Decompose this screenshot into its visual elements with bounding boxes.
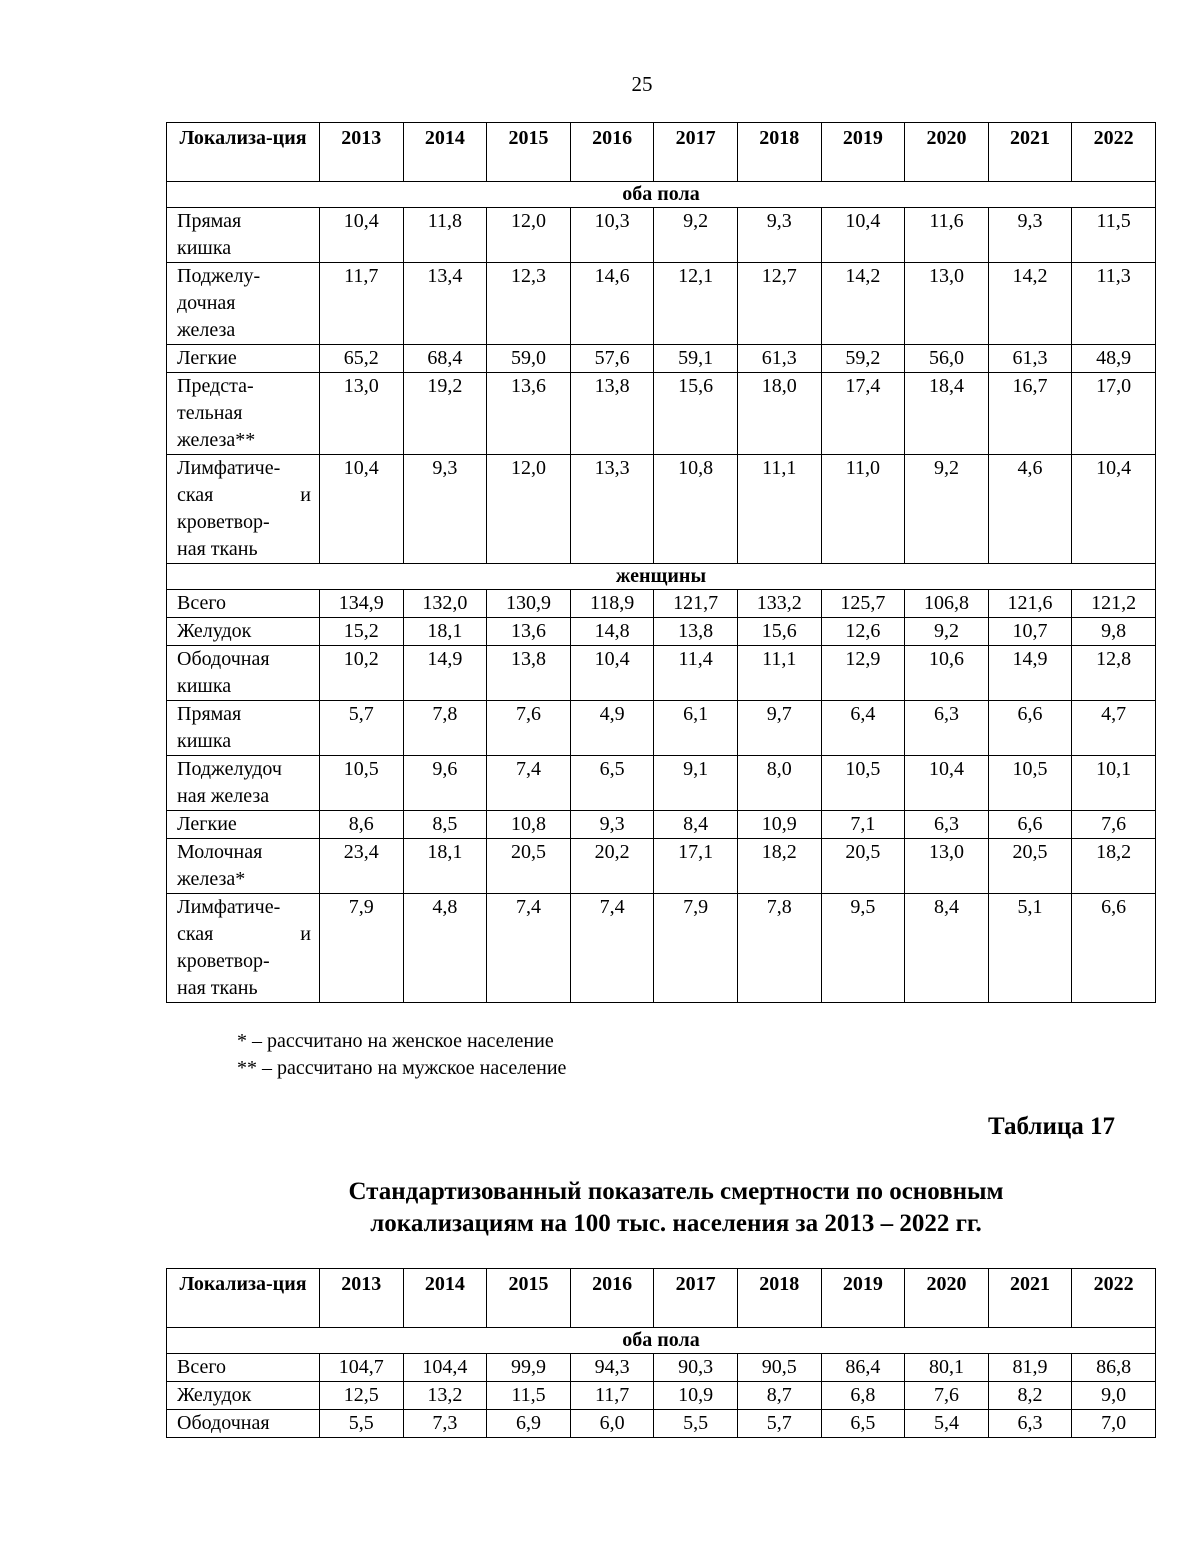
table-17-title [166, 1176, 1186, 1240]
cell-value: 17,4 [821, 373, 905, 455]
cell-value: 9,2 [654, 208, 738, 263]
cell-value: 106,8 [905, 590, 989, 618]
cell-value: 12,8 [1072, 646, 1156, 701]
cell-value: 125,7 [821, 590, 905, 618]
cell-value: 6,5 [821, 1410, 905, 1438]
localization-line: Легкие [177, 347, 237, 369]
cell-value: 7,6 [1072, 811, 1156, 839]
cell-value: 5,4 [905, 1410, 989, 1438]
cell-value: 11,8 [403, 208, 487, 263]
word: и [300, 923, 311, 945]
cell-value: 11,4 [654, 646, 738, 701]
cell-value: 10,4 [320, 208, 404, 263]
table-17-title-line-1: Стандартизованный показатель смертности по основным [348, 1178, 1004, 1205]
standardized-mortality-table [166, 1268, 1156, 1438]
section-title: женщины [167, 564, 1156, 590]
cell-value: 132,0 [403, 590, 487, 618]
table-row [167, 839, 1156, 894]
cell-value: 10,4 [570, 646, 654, 701]
mortality-table-continued [166, 122, 1156, 1003]
cell-value: 14,9 [988, 646, 1072, 701]
cell-value: 7,3 [403, 1410, 487, 1438]
cell-value: 56,0 [905, 345, 989, 373]
cell-value: 9,8 [1072, 618, 1156, 646]
table-row [167, 811, 1156, 839]
row-localization [167, 894, 320, 1003]
header-year: 2021 [988, 123, 1072, 182]
cell-value: 8,2 [988, 1382, 1072, 1410]
localization-line: Легкие [177, 813, 237, 835]
localization-line: Ободочная [177, 1412, 270, 1434]
cell-value: 4,6 [988, 455, 1072, 564]
localization-line: Прямая [177, 703, 242, 725]
cell-value: 13,4 [403, 263, 487, 345]
cell-value: 23,4 [320, 839, 404, 894]
cell-value: 9,3 [403, 455, 487, 564]
cell-value: 61,3 [737, 345, 821, 373]
word: и [300, 484, 311, 506]
section-row [167, 182, 1156, 208]
row-localization [167, 590, 320, 618]
cell-value: 4,9 [570, 701, 654, 756]
cell-value: 10,5 [821, 756, 905, 811]
cell-value: 5,7 [737, 1410, 821, 1438]
localization-line: Лимфатиче- [177, 896, 281, 918]
row-localization [167, 263, 320, 345]
cell-value: 13,3 [570, 455, 654, 564]
localization-line [177, 921, 311, 948]
localization-line: Поджелудоч [177, 758, 282, 780]
localization-line: железа* [177, 868, 246, 890]
page-number: 25 [631, 72, 653, 96]
table-row [167, 208, 1156, 263]
cell-value: 48,9 [1072, 345, 1156, 373]
cell-value: 6,4 [821, 701, 905, 756]
header-localization: Локализа-ция [167, 1269, 320, 1328]
row-localization [167, 646, 320, 701]
cell-value: 6,8 [821, 1382, 905, 1410]
cell-value: 11,7 [570, 1382, 654, 1410]
section-row [167, 1328, 1156, 1354]
cell-value: 9,6 [403, 756, 487, 811]
header-year: 2014 [403, 1269, 487, 1328]
cell-value: 11,1 [737, 646, 821, 701]
cell-value: 7,4 [487, 756, 571, 811]
table-row [167, 373, 1156, 455]
cell-value: 20,5 [487, 839, 571, 894]
cell-value: 7,9 [654, 894, 738, 1003]
table-row [167, 646, 1156, 701]
cell-value: 12,0 [487, 455, 571, 564]
cell-value: 10,8 [487, 811, 571, 839]
cell-value: 6,1 [654, 701, 738, 756]
cell-value: 86,4 [821, 1354, 905, 1382]
cell-value: 9,1 [654, 756, 738, 811]
section-title: оба пола [167, 182, 1156, 208]
cell-value: 11,0 [821, 455, 905, 564]
cell-value: 12,6 [821, 618, 905, 646]
cell-value: 7,9 [320, 894, 404, 1003]
cell-value: 14,9 [403, 646, 487, 701]
cell-value: 9,2 [905, 618, 989, 646]
cell-value: 15,6 [654, 373, 738, 455]
cell-value: 13,0 [320, 373, 404, 455]
row-localization [167, 208, 320, 263]
section-row [167, 564, 1156, 590]
header-year: 2016 [570, 1269, 654, 1328]
cell-value: 8,6 [320, 811, 404, 839]
table-17-label: Таблица 17 [987, 1113, 1115, 1140]
cell-value: 18,4 [905, 373, 989, 455]
cell-value: 8,4 [905, 894, 989, 1003]
cell-value: 11,6 [905, 208, 989, 263]
cell-value: 11,3 [1072, 263, 1156, 345]
header-year: 2022 [1072, 1269, 1156, 1328]
cell-value: 12,5 [320, 1382, 404, 1410]
cell-value: 61,3 [988, 345, 1072, 373]
table-row [167, 894, 1156, 1003]
cell-value: 12,9 [821, 646, 905, 701]
cell-value: 18,0 [737, 373, 821, 455]
row-localization [167, 839, 320, 894]
cell-value: 10,8 [654, 455, 738, 564]
cell-value: 80,1 [905, 1354, 989, 1382]
cell-value: 10,9 [654, 1382, 738, 1410]
cell-value: 17,1 [654, 839, 738, 894]
table-row [167, 345, 1156, 373]
header-year: 2018 [737, 1269, 821, 1328]
word: ская [177, 923, 214, 945]
localization-line [177, 482, 311, 509]
cell-value: 90,5 [737, 1354, 821, 1382]
header-year: 2015 [487, 1269, 571, 1328]
cell-value: 8,7 [737, 1382, 821, 1410]
cell-value: 10,1 [1072, 756, 1156, 811]
cell-value: 10,3 [570, 208, 654, 263]
localization-line: дочная [177, 292, 236, 314]
localization-line: Ободочная [177, 648, 270, 670]
cell-value: 10,4 [1072, 455, 1156, 564]
cell-value: 130,9 [487, 590, 571, 618]
cell-value: 9,0 [1072, 1382, 1156, 1410]
cell-value: 7,8 [403, 701, 487, 756]
localization-line: ная ткань [177, 977, 258, 999]
cell-value: 7,8 [737, 894, 821, 1003]
row-localization [167, 1382, 320, 1410]
cell-value: 17,0 [1072, 373, 1156, 455]
localization-line: железа [177, 319, 236, 341]
cell-value: 9,3 [570, 811, 654, 839]
localization-line: тельная [177, 402, 243, 424]
cell-value: 19,2 [403, 373, 487, 455]
cell-value: 7,6 [905, 1382, 989, 1410]
table-row [167, 455, 1156, 564]
cell-value: 10,4 [320, 455, 404, 564]
cell-value: 11,1 [737, 455, 821, 564]
header-year: 2017 [654, 1269, 738, 1328]
cell-value: 20,5 [821, 839, 905, 894]
cell-value: 10,5 [320, 756, 404, 811]
localization-line: железа** [177, 429, 256, 451]
header-year: 2018 [737, 123, 821, 182]
row-localization [167, 455, 320, 564]
cell-value: 4,8 [403, 894, 487, 1003]
row-localization [167, 701, 320, 756]
header-year: 2020 [905, 1269, 989, 1328]
row-localization [167, 1410, 320, 1438]
localization-line: кишка [177, 730, 232, 752]
localization-line: ная железа [177, 785, 270, 807]
cell-value: 6,3 [988, 1410, 1072, 1438]
cell-value: 9,5 [821, 894, 905, 1003]
cell-value: 9,7 [737, 701, 821, 756]
row-localization [167, 811, 320, 839]
cell-value: 16,7 [988, 373, 1072, 455]
cell-value: 65,2 [320, 345, 404, 373]
cell-value: 121,7 [654, 590, 738, 618]
cell-value: 18,1 [403, 618, 487, 646]
header-year: 2022 [1072, 123, 1156, 182]
cell-value: 20,2 [570, 839, 654, 894]
cell-value: 12,0 [487, 208, 571, 263]
localization-line: Предста- [177, 375, 254, 397]
header-year: 2013 [320, 1269, 404, 1328]
cell-value: 68,4 [403, 345, 487, 373]
header-year: 2020 [905, 123, 989, 182]
cell-value: 5,5 [320, 1410, 404, 1438]
cell-value: 59,1 [654, 345, 738, 373]
cell-value: 13,6 [487, 373, 571, 455]
localization-line: Лимфатиче- [177, 457, 281, 479]
cell-value: 6,9 [487, 1410, 571, 1438]
cell-value: 10,2 [320, 646, 404, 701]
cell-value: 12,1 [654, 263, 738, 345]
cell-value: 7,6 [487, 701, 571, 756]
header-year: 2015 [487, 123, 571, 182]
localization-line: кроветвор- [177, 511, 270, 533]
cell-value: 9,2 [905, 455, 989, 564]
cell-value: 13,0 [905, 263, 989, 345]
header-year: 2017 [654, 123, 738, 182]
table-row [167, 1354, 1156, 1382]
footnotes [237, 1028, 566, 1082]
cell-value: 10,4 [905, 756, 989, 811]
table-row [167, 701, 1156, 756]
localization-line: кишка [177, 237, 232, 259]
cell-value: 14,8 [570, 618, 654, 646]
footnote-female: * – рассчитано на женское население [237, 1030, 554, 1052]
localization-line: Поджелу- [177, 265, 261, 287]
cell-value: 59,0 [487, 345, 571, 373]
cell-value: 10,5 [988, 756, 1072, 811]
row-localization [167, 618, 320, 646]
header-year: 2021 [988, 1269, 1072, 1328]
cell-value: 7,0 [1072, 1410, 1156, 1438]
cell-value: 8,0 [737, 756, 821, 811]
cell-value: 11,7 [320, 263, 404, 345]
cell-value: 13,6 [487, 618, 571, 646]
row-localization [167, 373, 320, 455]
table-row [167, 1382, 1156, 1410]
cell-value: 6,3 [905, 811, 989, 839]
cell-value: 13,8 [654, 618, 738, 646]
word: ская [177, 484, 214, 506]
cell-value: 6,5 [570, 756, 654, 811]
cell-value: 118,9 [570, 590, 654, 618]
localization-line: кишка [177, 675, 232, 697]
header-row [167, 1269, 1156, 1328]
cell-value: 99,9 [487, 1354, 571, 1382]
header-localization: Локализа-ция [167, 123, 320, 182]
cell-value: 8,4 [654, 811, 738, 839]
cell-value: 13,2 [403, 1382, 487, 1410]
header-row [167, 123, 1156, 182]
cell-value: 10,7 [988, 618, 1072, 646]
section-title: оба пола [167, 1328, 1156, 1354]
cell-value: 8,5 [403, 811, 487, 839]
localization-line: Всего [177, 592, 227, 614]
cell-value: 7,4 [570, 894, 654, 1003]
cell-value: 13,0 [905, 839, 989, 894]
cell-value: 6,6 [1072, 894, 1156, 1003]
cell-value: 9,3 [737, 208, 821, 263]
cell-value: 121,6 [988, 590, 1072, 618]
cell-value: 11,5 [487, 1382, 571, 1410]
cell-value: 133,2 [737, 590, 821, 618]
cell-value: 5,5 [654, 1410, 738, 1438]
cell-value: 121,2 [1072, 590, 1156, 618]
cell-value: 14,2 [988, 263, 1072, 345]
header-year: 2013 [320, 123, 404, 182]
cell-value: 86,8 [1072, 1354, 1156, 1382]
localization-line: Прямая [177, 210, 242, 232]
cell-value: 18,2 [1072, 839, 1156, 894]
cell-value: 59,2 [821, 345, 905, 373]
localization-line: Желудок [177, 1384, 252, 1406]
localization-line: Желудок [177, 620, 252, 642]
cell-value: 15,6 [737, 618, 821, 646]
header-year: 2019 [821, 1269, 905, 1328]
header-year: 2016 [570, 123, 654, 182]
cell-value: 57,6 [570, 345, 654, 373]
table-17-title-line-2: локализациям на 100 тыс. населения за 2013 – 2022 гг. [370, 1210, 982, 1237]
cell-value: 10,6 [905, 646, 989, 701]
cell-value: 10,9 [737, 811, 821, 839]
header-year: 2019 [821, 123, 905, 182]
cell-value: 15,2 [320, 618, 404, 646]
row-localization [167, 345, 320, 373]
cell-value: 7,1 [821, 811, 905, 839]
cell-value: 7,4 [487, 894, 571, 1003]
cell-value: 9,3 [988, 208, 1072, 263]
cell-value: 13,8 [487, 646, 571, 701]
table-row [167, 618, 1156, 646]
cell-value: 14,2 [821, 263, 905, 345]
row-localization [167, 1354, 320, 1382]
cell-value: 5,7 [320, 701, 404, 756]
cell-value: 104,7 [320, 1354, 404, 1382]
cell-value: 4,7 [1072, 701, 1156, 756]
footnote-male: ** – рассчитано на мужское население [237, 1057, 567, 1079]
table-row [167, 1410, 1156, 1438]
cell-value: 6,6 [988, 701, 1072, 756]
cell-value: 6,6 [988, 811, 1072, 839]
cell-value: 90,3 [654, 1354, 738, 1382]
cell-value: 18,1 [403, 839, 487, 894]
table-row [167, 756, 1156, 811]
cell-value: 6,0 [570, 1410, 654, 1438]
header-year: 2014 [403, 123, 487, 182]
table-row [167, 590, 1156, 618]
cell-value: 12,3 [487, 263, 571, 345]
cell-value: 13,8 [570, 373, 654, 455]
row-localization [167, 756, 320, 811]
localization-line: ная ткань [177, 538, 258, 560]
cell-value: 18,2 [737, 839, 821, 894]
cell-value: 104,4 [403, 1354, 487, 1382]
cell-value: 6,3 [905, 701, 989, 756]
localization-line: кроветвор- [177, 950, 270, 972]
cell-value: 14,6 [570, 263, 654, 345]
cell-value: 11,5 [1072, 208, 1156, 263]
localization-line: Всего [177, 1356, 227, 1378]
cell-value: 5,1 [988, 894, 1072, 1003]
cell-value: 10,4 [821, 208, 905, 263]
cell-value: 94,3 [570, 1354, 654, 1382]
table-row [167, 263, 1156, 345]
localization-line: Молочная [177, 841, 263, 863]
cell-value: 12,7 [737, 263, 821, 345]
cell-value: 20,5 [988, 839, 1072, 894]
cell-value: 134,9 [320, 590, 404, 618]
cell-value: 81,9 [988, 1354, 1072, 1382]
